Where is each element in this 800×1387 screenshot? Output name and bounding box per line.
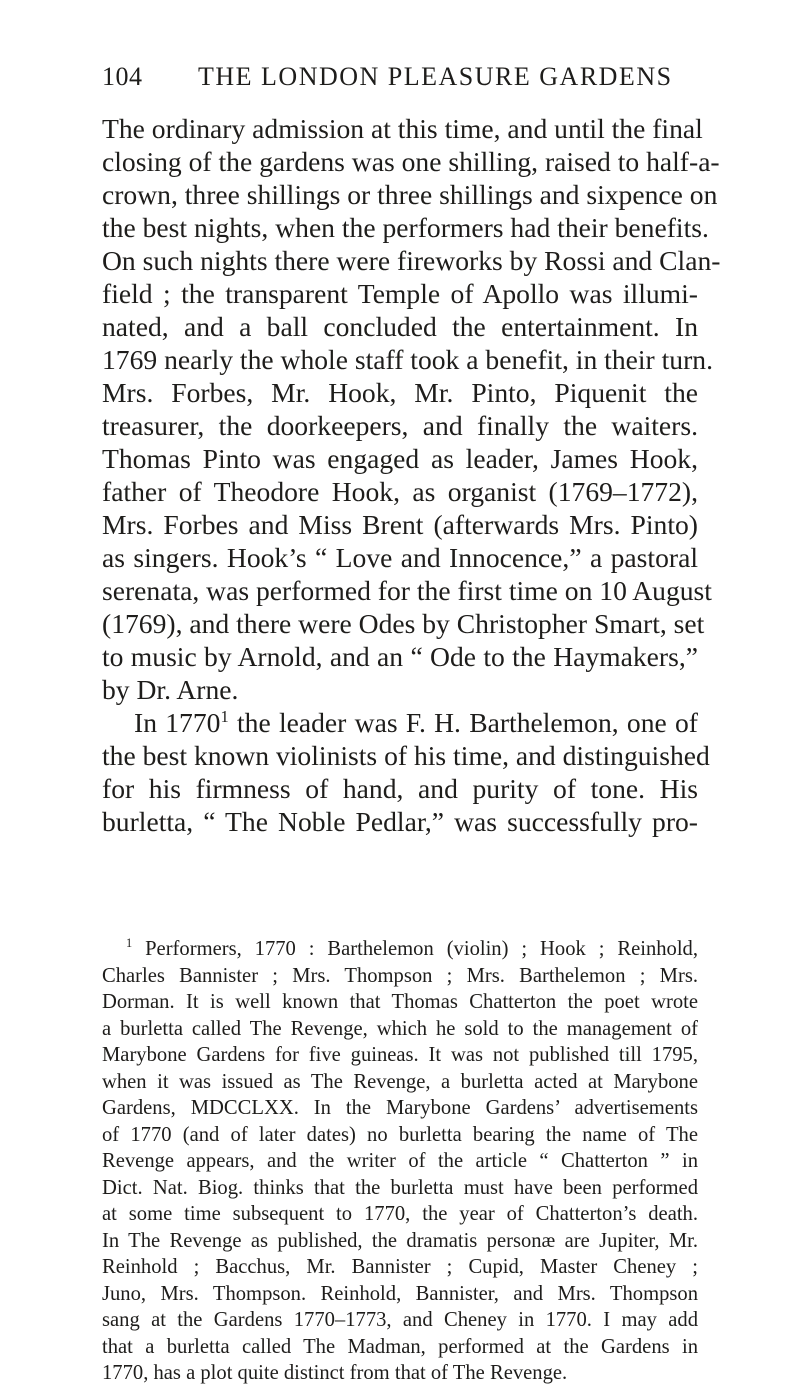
footnote-line: a burletta called The Revenge, which he sold to the management of — [102, 1017, 698, 1040]
footnote-line: at some time subsequent to 1770, the year of Chatterton’s death. — [102, 1203, 698, 1225]
body-line: by Dr. Arne. — [102, 674, 239, 705]
body-line: closing of the gardens was one shilling, raised to half-a- — [102, 146, 720, 177]
body-line: treasurer, the doorkeepers, and finally the waiters. — [102, 410, 698, 441]
page-number: 104 — [102, 62, 143, 91]
body-line: Thomas Pinto was engaged as leader, James Hook, — [102, 443, 698, 474]
paragraph-2-first-line — [102, 706, 698, 739]
body-line: The ordinary admission at this time, and until the final — [102, 113, 703, 144]
footnote-line: of 1770 (and of later dates) no burletta bearing the name of The — [102, 1123, 698, 1146]
footnote-line: In The Revenge as published, the dramatis personæ are Jupiter, Mr. — [102, 1229, 698, 1252]
body-line: 1769 nearly the whole staff took a benefit, in their turn. — [102, 344, 713, 375]
running-head — [102, 62, 702, 102]
body-line: crown, three shillings or three shillings and sixpence on — [102, 179, 718, 210]
footnote-line: Dorman. It is well known that Thomas Chatterton the poet wrote — [102, 991, 698, 1013]
footnote-line: Gardens, MDCCLXX. In the Marybone Gardens’ advertisements — [102, 1097, 698, 1119]
body-line: father of Theodore Hook, as organist (1769–1772), — [102, 476, 698, 507]
footnote-first-rest: Performers, 1770 : Barthelemon (violin) ; Hook ; Reinhold, — [132, 938, 698, 960]
body-line: nated, and a ball concluded the entertainment. In — [102, 311, 698, 342]
para2-first-rest: the leader was F. H. Barthelemon, one of — [228, 707, 698, 738]
footnote-line: when it was issued as The Revenge, a burletta acted at Marybone — [102, 1070, 698, 1093]
footnote-line: that a burletta called The Madman, performed at the Gardens in — [102, 1335, 698, 1358]
footnote-line: Reinhold ; Bacchus, Mr. Bannister ; Cupid, Master Cheney ; — [102, 1256, 698, 1278]
running-title: THE LONDON PLEASURE GARDENS — [198, 62, 673, 91]
para2-start: In 1770 — [134, 707, 221, 738]
body-line: the best nights, when the performers had their benefits. — [102, 212, 709, 243]
footnote-line: Dict. Nat. Biog. thinks that the burletta must have been performed — [102, 1176, 698, 1199]
body-line: field ; the transparent Temple of Apollo was illumi- — [102, 278, 698, 309]
body-line: as singers. Hook’s “ Love and Innocence,” a pastoral — [102, 542, 698, 573]
footnote-line: Marybone Gardens for five guineas. It was not published till 1795, — [102, 1044, 698, 1066]
footnote — [102, 936, 698, 1387]
footnote-line: Revenge appears, and the writer of the article “ Chatterton ” in — [102, 1150, 698, 1172]
body-line: On such nights there were fireworks by Rossi and Clan- — [102, 245, 721, 276]
body-line: the best known violinists of his time, and distinguished — [102, 740, 710, 771]
body-line: (1769), and there were Odes by Christopher Smart, set — [102, 608, 705, 639]
body-line: for his firmness of hand, and purity of tone. His — [102, 773, 698, 804]
footnote-marker: 1 — [126, 936, 133, 951]
body-line: serenata, was performed for the first time on 10 August — [102, 575, 712, 606]
body-line: Mrs. Forbes, Mr. Hook, Mr. Pinto, Piquenit the — [102, 377, 698, 408]
body-line: burletta, “ The Noble Pedlar,” was successfully pro- — [102, 806, 698, 837]
body-line: to music by Arnold, and an “ Ode to the Haymakers,” — [102, 641, 698, 672]
footnote-line: sang at the Gardens 1770–1773, and Cheney in 1770. I may add — [102, 1309, 698, 1331]
footnote-first-line — [102, 936, 698, 963]
footnote-line: 1770, has a plot quite distinct from that of The Revenge. — [102, 1362, 568, 1384]
footnote-reference: 1 — [220, 706, 229, 726]
footnote-line: Juno, Mrs. Thompson. Reinhold, Bannister, and Mrs. Thompson — [102, 1282, 698, 1305]
body-text — [102, 112, 721, 838]
body-line: Mrs. Forbes and Miss Brent (afterwards Mrs. Pinto) — [102, 509, 698, 540]
footnote-line: Charles Bannister ; Mrs. Thompson ; Mrs. Barthelemon ; Mrs. — [102, 964, 698, 987]
